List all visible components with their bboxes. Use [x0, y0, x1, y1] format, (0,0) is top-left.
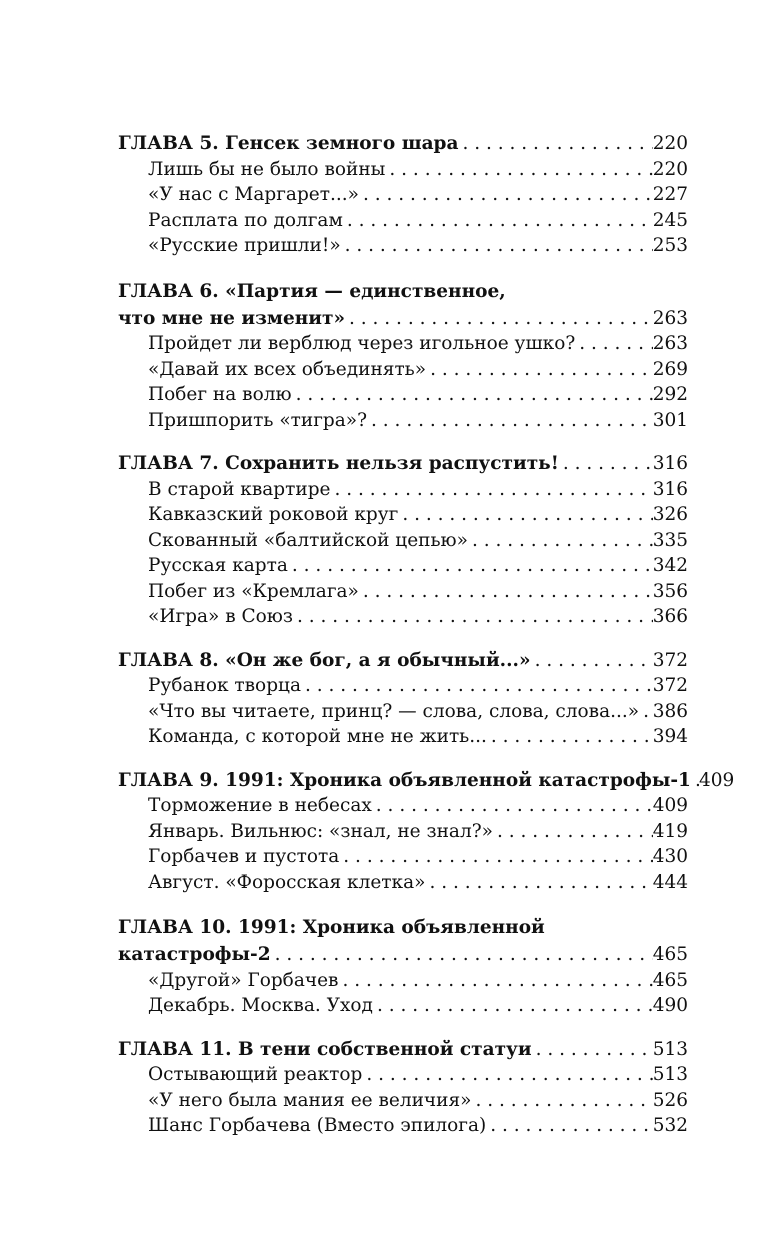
- dot-leader: [339, 844, 652, 870]
- entry-title: «У нас с Маргарет...»: [148, 184, 359, 205]
- page-number: 316: [652, 478, 688, 500]
- chapter-title: Генсек земного шара: [225, 133, 459, 154]
- dot-leader: [292, 382, 653, 408]
- dot-leader: [458, 131, 652, 157]
- chapter-9: [118, 768, 735, 896]
- page-number: 253: [652, 235, 688, 256]
- page-number: 409: [652, 795, 688, 816]
- page-number: 220: [652, 158, 688, 180]
- chapter-label: ГЛАВА 8.: [118, 649, 219, 671]
- page-number: 419: [652, 820, 688, 842]
- dot-leader: [359, 579, 653, 605]
- toc-entry: [118, 724, 688, 750]
- toc-entry: [118, 157, 688, 183]
- entry-title: В старой квартире: [148, 478, 331, 500]
- page-number: 263: [652, 333, 688, 354]
- entry-title: Рубанок творца: [148, 675, 301, 696]
- dot-leader: [293, 604, 653, 630]
- dot-leader: [575, 331, 652, 357]
- entry-title: Пришпорить «тигра»?: [148, 409, 368, 431]
- page-number: 366: [652, 606, 688, 627]
- chapter-heading-line1: [118, 913, 688, 942]
- page-number: 532: [652, 1115, 688, 1136]
- toc-entry: [118, 408, 688, 434]
- chapter-title-cont: катастрофы-2: [118, 944, 271, 965]
- dot-leader: [487, 724, 653, 750]
- chapter-title-cont: что мне не изменит»: [118, 307, 346, 329]
- chapter-label: ГЛАВА 5.: [118, 133, 219, 154]
- chapter-10: [118, 913, 688, 1019]
- toc-entry: [118, 208, 688, 234]
- entry-title: Скованный «балтийской цепью»: [148, 529, 468, 551]
- dot-leader: [398, 502, 652, 528]
- entry-title: Торможение в небесах: [148, 795, 372, 816]
- page-number: 430: [652, 846, 688, 867]
- page-number: 465: [652, 944, 688, 965]
- dot-leader: [493, 819, 653, 845]
- dot-leader: [639, 699, 653, 725]
- toc-entry: [118, 699, 688, 725]
- page-number: 335: [652, 529, 688, 551]
- chapter-title: 1991: Хроника объявленной катастрофы-1: [225, 769, 691, 791]
- page-number: 227: [652, 184, 688, 205]
- chapter-heading-line2: [118, 306, 688, 332]
- page-number: 342: [652, 555, 688, 576]
- page-number: 386: [652, 700, 688, 722]
- dot-leader: [301, 673, 653, 699]
- chapter-heading-line1: [118, 277, 688, 306]
- dot-leader: [373, 993, 653, 1019]
- entry-title: «Русские пришли!»: [148, 235, 341, 256]
- entry-title: Январь. Вильнюс: «знал, не знал?»: [148, 820, 493, 842]
- page-number: 409: [698, 769, 735, 791]
- dot-leader: [359, 182, 653, 208]
- dot-leader: [559, 451, 653, 477]
- toc-entry: [118, 502, 688, 528]
- dot-leader: [338, 968, 652, 994]
- chapter-title: 1991: Хроника объявленной: [237, 917, 545, 938]
- toc-entry: [118, 233, 688, 259]
- toc-entry: [118, 477, 688, 503]
- toc-entry: [118, 553, 688, 579]
- toc-entry: [118, 819, 688, 845]
- chapter-6: [118, 277, 688, 434]
- dot-leader: [532, 1037, 653, 1063]
- entry-title: Побег из «Кремлага»: [148, 580, 359, 602]
- entry-title: Команда, с которой мне не жить...: [148, 726, 487, 747]
- dot-leader: [345, 306, 653, 332]
- dot-leader: [486, 1113, 652, 1139]
- chapter-5: [118, 131, 688, 259]
- dot-leader: [468, 528, 653, 554]
- chapter-heading: [118, 1037, 688, 1063]
- dot-leader: [341, 233, 653, 259]
- entry-title: «Что вы читаете, принц? — слова, слова, слова...»: [148, 700, 640, 722]
- page-number: 292: [652, 384, 688, 405]
- dot-leader: [426, 357, 653, 383]
- chapter-title: «Он же бог, а я обычный...»: [225, 649, 531, 671]
- entry-title: Декабрь. Москва. Уход: [148, 995, 373, 1016]
- chapter-heading: [118, 451, 688, 477]
- toc-entry: [118, 870, 688, 896]
- toc-entry: [118, 793, 688, 819]
- entry-title: Горбачев и пустота: [148, 846, 340, 867]
- toc-entry: [118, 1062, 688, 1088]
- toc-entry: [118, 673, 688, 699]
- toc-entry: [118, 357, 688, 383]
- dot-leader: [531, 648, 653, 674]
- entry-title: Шанс Горбачева (Вместо эпилога): [148, 1115, 487, 1136]
- dot-leader: [331, 477, 653, 503]
- entry-title: Август. «Форосская клетка»: [148, 871, 426, 893]
- entry-title: «Игра» в Союз: [148, 606, 294, 627]
- chapter-label: ГЛАВА 6.: [118, 280, 219, 302]
- chapter-heading-line2: [118, 942, 688, 968]
- toc-entry: [118, 182, 688, 208]
- toc-entry: [118, 331, 688, 357]
- page-number: 394: [652, 726, 688, 747]
- toc-entry: [118, 604, 688, 630]
- chapter-title: Сохранить нельзя распустить!: [225, 453, 559, 474]
- page-number: 372: [652, 649, 688, 671]
- dot-leader: [343, 208, 653, 234]
- entry-title: Лишь бы не было войны: [148, 158, 386, 180]
- page-number: 316: [652, 453, 688, 474]
- page-number: 301: [652, 409, 688, 431]
- entry-title: «Другой» Горбачев: [148, 969, 339, 991]
- toc-entry: [118, 968, 688, 994]
- toc-entry: [118, 528, 688, 554]
- dot-leader: [425, 870, 652, 896]
- chapter-heading: [118, 131, 688, 157]
- toc-entry: [118, 1113, 688, 1139]
- entry-title: Остывающий реактор: [148, 1064, 363, 1085]
- entry-title: «У него была мания ее величия»: [148, 1089, 472, 1111]
- page-number: 372: [652, 675, 688, 696]
- chapter-8: [118, 648, 688, 750]
- entry-title: «Давай их всех объединять»: [148, 358, 427, 380]
- dot-leader: [691, 768, 699, 794]
- chapter-label: ГЛАВА 11.: [118, 1038, 232, 1060]
- dot-leader: [362, 1062, 652, 1088]
- dot-leader: [372, 793, 653, 819]
- entry-title: Пройдет ли верблюд через игольное ушко?: [148, 333, 576, 354]
- page-number: 490: [652, 995, 688, 1016]
- chapter-label: ГЛАВА 9.: [118, 769, 219, 791]
- dot-leader: [385, 157, 652, 183]
- entry-title: Кавказский роковой круг: [148, 504, 399, 525]
- toc-entry: [118, 382, 688, 408]
- chapter-7: [118, 451, 688, 630]
- chapter-label: ГЛАВА 10.: [118, 917, 232, 938]
- entry-title: Расплата по долгам: [148, 209, 343, 231]
- chapter-label: ГЛАВА 7.: [118, 453, 219, 474]
- toc-entry: [118, 579, 688, 605]
- dot-leader: [288, 553, 653, 579]
- chapter-11: [118, 1037, 688, 1139]
- dot-leader: [367, 408, 653, 434]
- page-number: 220: [652, 133, 688, 154]
- toc-entry: [118, 844, 688, 870]
- dot-leader: [271, 942, 653, 968]
- chapter-title: «Партия — единственное,: [225, 280, 506, 302]
- toc-entry: [118, 1088, 688, 1114]
- dot-leader: [472, 1088, 653, 1114]
- toc-entry: [118, 993, 688, 1019]
- page-number: 356: [652, 580, 688, 602]
- page-number: 263: [652, 307, 688, 329]
- page-number: 513: [652, 1064, 688, 1085]
- page-number: 513: [652, 1038, 688, 1060]
- chapter-heading: [118, 768, 735, 794]
- chapter-heading: [118, 648, 688, 674]
- page-number: 326: [652, 504, 688, 525]
- table-of-contents: [118, 131, 735, 1157]
- entry-title: Русская карта: [148, 555, 288, 576]
- page-number: 269: [652, 358, 688, 380]
- page-number: 245: [652, 209, 688, 231]
- page-number: 465: [652, 969, 688, 991]
- page-number: 526: [652, 1089, 688, 1111]
- page-number: 444: [652, 871, 688, 893]
- chapter-title: В тени собственной статуи: [237, 1038, 532, 1060]
- entry-title: Побег на волю: [148, 384, 292, 405]
